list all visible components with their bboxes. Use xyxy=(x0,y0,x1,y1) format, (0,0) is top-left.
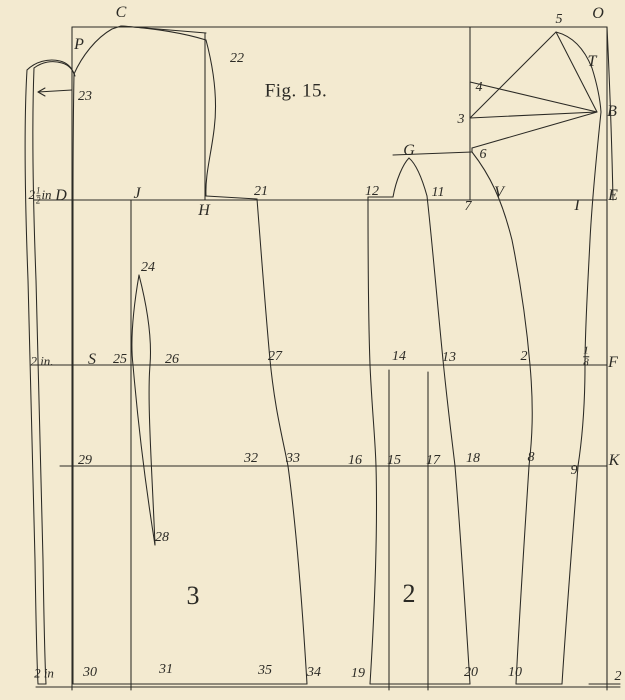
point-number-16: 16 xyxy=(348,453,362,468)
panel2-right-edge xyxy=(427,196,470,684)
measurement-unit-2: in. xyxy=(40,353,54,369)
panel1-inner-edge xyxy=(33,68,46,684)
point-label-F: F xyxy=(608,354,618,371)
fraction-label-one-eighth xyxy=(582,345,590,368)
point-label-P: P xyxy=(74,36,84,53)
measurement-fraction-1: $\frac{1}{2}$ xyxy=(35,185,41,206)
point-number-33: 33 xyxy=(286,451,300,466)
point-number-22: 22 xyxy=(230,51,244,66)
point-label-T: T xyxy=(587,53,597,70)
panel-right-front-edge xyxy=(472,152,532,684)
panel2-left-edge xyxy=(368,197,377,684)
point-number-25: 25 xyxy=(113,352,127,367)
point-number-31: 31 xyxy=(159,662,173,677)
measurement-value-3: 2 xyxy=(34,665,41,681)
panel2-neck-curve-left xyxy=(393,158,409,197)
point-number-27: 27 xyxy=(268,349,282,364)
point-number-11: 11 xyxy=(431,185,445,200)
point-label-O: O xyxy=(592,5,604,22)
panel3-left-edge xyxy=(73,74,74,684)
point-number-3: 3 xyxy=(457,112,465,127)
point-number-13: 13 xyxy=(442,350,456,365)
point-label-C: C xyxy=(115,4,127,21)
panel3-side-seam xyxy=(257,199,307,684)
point-label-J: J xyxy=(133,185,141,202)
panel1-top-curve-inner xyxy=(34,62,75,76)
point-number-12: 12 xyxy=(365,184,379,199)
panel-number-2: 2 xyxy=(402,579,416,608)
point-label-E: E xyxy=(608,187,618,204)
point-number-9: 9 xyxy=(570,463,578,478)
point-number-35: 35 xyxy=(258,663,272,678)
point-label-B: B xyxy=(607,103,617,120)
point-number-4: 4 xyxy=(475,80,483,95)
panel-number-3: 3 xyxy=(186,581,200,610)
measurement-label-2 xyxy=(30,355,53,368)
fraction-one-eighth: $\frac{1}{8}$ xyxy=(583,344,589,369)
panel1-outer-edge xyxy=(25,70,38,684)
panel3-dart-left xyxy=(132,275,155,545)
point-number-20: 20 xyxy=(464,665,478,680)
construction-line-4-B xyxy=(470,82,597,112)
arrow-head-lower-23 xyxy=(38,92,45,96)
point-number-10: 10 xyxy=(508,665,522,680)
point-number-23: 23 xyxy=(78,89,92,104)
point-number-28: 28 xyxy=(155,530,169,545)
point-label-K: K xyxy=(608,452,620,469)
point-number-19: 19 xyxy=(351,666,365,681)
neck-curve-top-right xyxy=(556,32,601,112)
measurement-value-1: 2 xyxy=(28,186,35,202)
point-number-26: 26 xyxy=(165,352,179,367)
point-label-G: G xyxy=(403,142,415,159)
point-number-2-bottom-right: 2 xyxy=(614,669,622,684)
point-number-14: 14 xyxy=(392,349,406,364)
point-number-2: 2 xyxy=(520,349,528,364)
panel3-underarm-line xyxy=(206,196,257,199)
point-number-17: 17 xyxy=(426,453,440,468)
point-label-S: S xyxy=(88,351,96,368)
measurement-label-3 xyxy=(34,667,54,680)
point-label-I: I xyxy=(574,197,580,214)
point-number-18: 18 xyxy=(466,451,480,466)
panel3-dart-right xyxy=(139,275,155,545)
point-number-24: 24 xyxy=(141,260,155,275)
panel-right-back-edge xyxy=(562,112,601,684)
measurement-unit-1: in xyxy=(41,186,52,202)
point-number-32: 32 xyxy=(244,451,258,466)
arrow-shaft-23 xyxy=(38,90,72,92)
point-number-30: 30 xyxy=(83,665,97,680)
panel3-armhole-curve xyxy=(206,40,216,196)
construction-line-5-3 xyxy=(470,32,556,118)
point-number-6: 6 xyxy=(479,147,487,162)
measurement-value-2: 2 xyxy=(30,353,37,369)
point-number-15: 15 xyxy=(387,453,401,468)
point-label-V: V xyxy=(494,184,504,201)
panel2-neck-curve-right xyxy=(409,158,427,196)
point-number-8: 8 xyxy=(527,450,535,465)
point-number-29: 29 xyxy=(78,453,92,468)
panel3-shoulder-line-2 xyxy=(121,26,206,40)
point-number-21: 21 xyxy=(254,184,268,199)
point-label-D: D xyxy=(55,187,67,204)
point-number-7: 7 xyxy=(464,199,472,214)
point-number-34: 34 xyxy=(307,665,321,680)
point-label-H: H xyxy=(198,202,210,219)
point-number-5: 5 xyxy=(555,12,563,27)
measurement-unit-3: in xyxy=(43,665,54,681)
measurement-label-1 xyxy=(28,186,51,205)
figure-title: Fig. 15. xyxy=(264,80,328,102)
